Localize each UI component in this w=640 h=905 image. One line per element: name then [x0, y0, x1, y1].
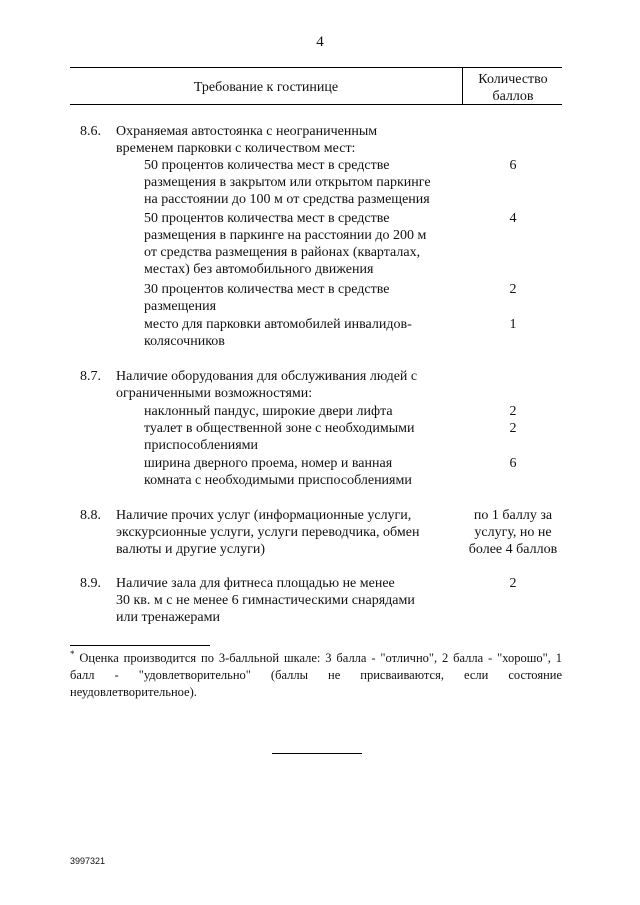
header-points-line1: Количество — [478, 72, 548, 87]
subitem-line: 30 процентов количества мест в средстве — [144, 282, 390, 297]
item-title-line: экскурсионные услуги, услуги переводчика, обмен — [116, 525, 420, 540]
subitem-line: приспособлениями — [144, 438, 259, 453]
subitem-line: наклонный пандус, широкие двери лифта — [144, 404, 393, 419]
subitem-score: 6 — [509, 456, 517, 471]
subitem — [144, 455, 454, 489]
subitem — [144, 403, 454, 420]
subitem-score: 2 — [509, 404, 517, 419]
page-number: 4 — [316, 34, 324, 50]
subitem-line: местах) без автомобильного движения — [144, 262, 374, 277]
subitem-line: 50 процентов количества мест в средстве — [144, 211, 390, 226]
item-title-line: Наличие оборудования для обслуживания людей с — [116, 369, 418, 384]
subitem-line: на расстоянии до 100 м от средства размещения — [144, 192, 430, 207]
item-score-line: более 4 баллов — [468, 542, 558, 557]
item-title-line: валюты и другие услуги) — [116, 542, 266, 557]
item-score: 2 — [509, 576, 517, 591]
subitem-line: ширина дверного проема, номер и ванная — [144, 456, 393, 471]
subitem — [144, 316, 454, 350]
item-score-line: по 1 баллу за — [473, 508, 553, 523]
end-separator — [272, 753, 362, 754]
subitem-line: туалет в общественной зоне с необходимыми — [144, 421, 415, 436]
subitem-line: 50 процентов количества мест в средстве — [144, 158, 390, 173]
item-title-line: ограниченными возможностями: — [116, 386, 313, 401]
table-column-divider — [462, 67, 463, 105]
footnote — [70, 650, 562, 701]
subitem-line: от средства размещения в районах (кварталах, — [144, 245, 421, 260]
header-points-line2: баллов — [492, 89, 534, 104]
item-title-line: или тренажерами — [116, 610, 220, 625]
item-number: 8.6. — [80, 124, 101, 139]
item-title — [116, 368, 461, 402]
document-id: 3997321 — [70, 856, 106, 866]
subitem-line: колясочников — [144, 334, 225, 349]
item-title — [116, 575, 461, 626]
item-title — [116, 123, 461, 157]
item-title-line: временем парковки с количеством мест: — [116, 141, 356, 156]
item-title-line: 30 кв. м с не менее 6 гимнастическими снарядами — [116, 593, 415, 608]
subitem — [144, 281, 454, 315]
subitem-score: 2 — [509, 421, 517, 436]
item-title-line: Наличие зала для фитнеса площадью не менее — [116, 576, 395, 591]
subitem-score: 4 — [509, 211, 517, 226]
footnote-marker: * — [70, 648, 75, 659]
item-score — [463, 507, 563, 558]
subitem-line: размещения в паркинге на расстоянии до 200 м — [144, 228, 427, 243]
header-requirement: Требование к гостинице — [193, 80, 339, 95]
item-score-line: услугу, но не — [474, 525, 552, 540]
subitem-line: размещения — [144, 299, 217, 314]
subitem-line: место для парковки автомобилей инвалидов- — [144, 317, 412, 332]
subitem-score: 6 — [509, 158, 517, 173]
subitem-line: размещения в закрытом или открытом паркинге — [144, 175, 431, 190]
item-number: 8.7. — [80, 369, 101, 384]
item-number: 8.8. — [80, 508, 101, 523]
footnote-separator — [70, 645, 210, 646]
footnote-text: Оценка производится по 3-балльной шкале: 3 балла - "отлично", 2 балла - "хорошо", 1 балл - "удовлетворительно" (баллы не присваиваются, если состояние неудовлетворительное). — [70, 651, 562, 699]
subitem-score: 2 — [509, 282, 517, 297]
subitem — [144, 420, 454, 454]
item-title-line: Охраняемая автостоянка с неограниченным — [116, 124, 378, 139]
table-top-rule — [70, 67, 562, 68]
item-title — [116, 507, 461, 558]
subitem — [144, 157, 454, 208]
item-number: 8.9. — [80, 576, 101, 591]
subitem-score: 1 — [509, 317, 517, 332]
header-points — [464, 71, 562, 105]
subitem-line: комната с необходимыми приспособлениями — [144, 473, 412, 488]
subitem — [144, 210, 454, 278]
item-title-line: Наличие прочих услуг (информационные услуги, — [116, 508, 412, 523]
